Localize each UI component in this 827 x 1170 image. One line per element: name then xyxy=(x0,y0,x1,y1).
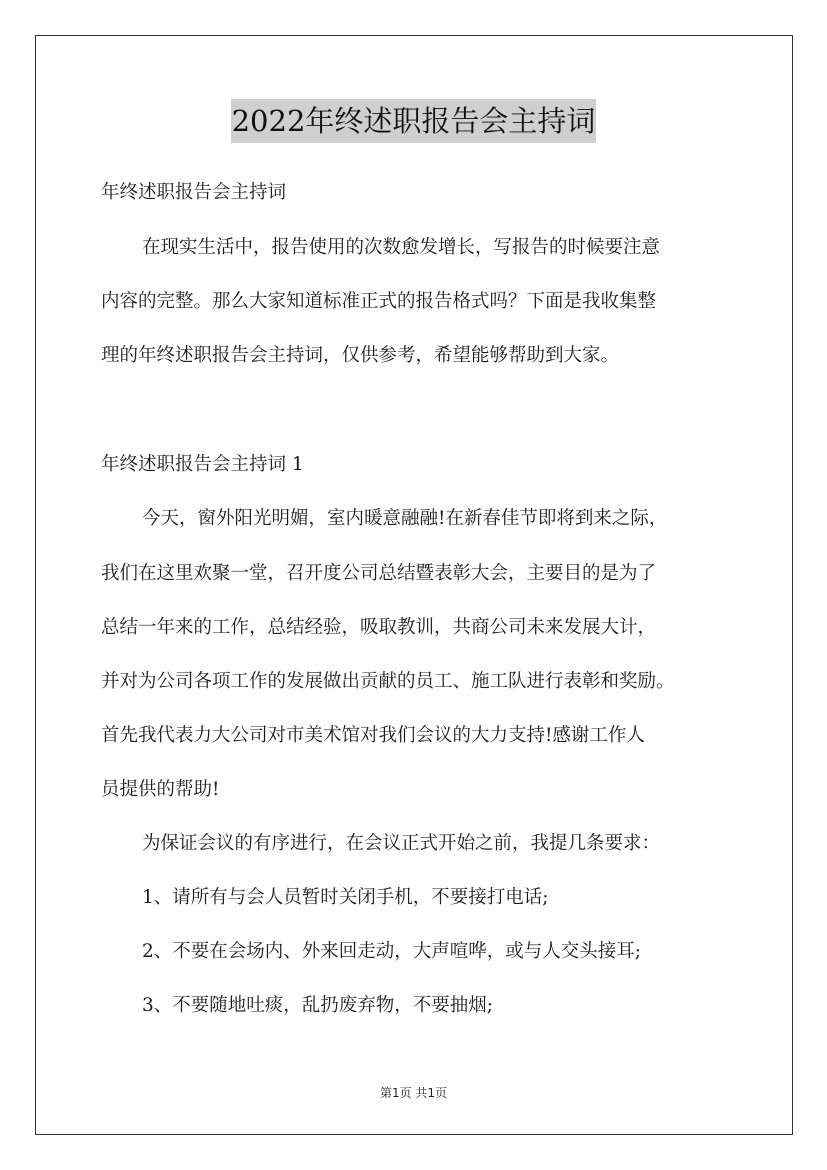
intro-line: 理的年终述职报告会主持词，仅供参考，希望能够帮助到大家。 xyxy=(101,345,620,366)
rule-item: 2、不要在会场内、外来回走动，大声喧哗，或与人交头接耳; xyxy=(142,941,642,962)
paragraph-line: 首先我代表力大公司对市美术馆对我们会议的大力支持!感谢工作人 xyxy=(101,725,645,746)
paragraph-line: 为保证会议的有序进行，在会议正式开始之前，我提几条要求： xyxy=(142,833,661,854)
paragraph-line: 并对为公司各项工作的发展做出贡献的员工、施工队进行表彰和奖励。 xyxy=(101,671,675,692)
rule-item: 3、不要随地吐痰，乱扔废弃物，不要抽烟; xyxy=(142,995,494,1016)
paragraph-line: 今天，窗外阳光明媚，室内暖意融融!在新春佳节即将到来之际， xyxy=(142,508,668,529)
title-container xyxy=(0,99,827,143)
intro-line: 在现实生活中，报告使用的次数愈发增长，写报告的时候要注意 xyxy=(142,237,661,258)
paragraph-line: 总结一年来的工作，总结经验，吸取教训，共商公司未来发展大计， xyxy=(101,617,657,638)
section-heading: 年终述职报告会主持词 1 xyxy=(101,454,304,475)
rule-item: 1、请所有与会人员暂时关闭手机，不要接打电话; xyxy=(142,887,549,908)
page-number: 第1页 共1页 xyxy=(379,1086,448,1100)
intro-line: 内容的完整。那么大家知道标准正式的报告格式吗？下面是我收集整 xyxy=(101,291,657,312)
paragraph-line: 我们在这里欢聚一堂，召开度公司总结暨表彰大会，主要目的是为了 xyxy=(101,563,657,584)
subtitle: 年终述职报告会主持词 xyxy=(101,182,287,203)
paragraph-line: 员提供的帮助! xyxy=(101,779,220,800)
document-title: 2022年终述职报告会主持词 xyxy=(231,99,597,143)
